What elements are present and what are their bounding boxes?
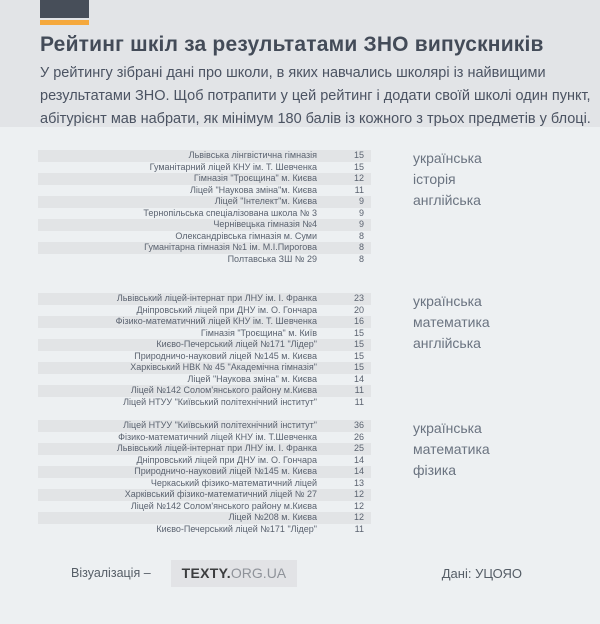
school-name: Ліцей НТУУ "Київський політехнічний інститут" xyxy=(123,420,317,430)
school-score-count: 13 xyxy=(353,477,364,488)
school-score-count: 11 xyxy=(354,396,364,407)
list-item xyxy=(38,150,371,162)
school-score-count: 12 xyxy=(353,489,364,499)
list-item xyxy=(38,501,371,513)
school-name: Гімназія "Троєщина" м. Києва xyxy=(193,173,317,183)
school-score-count: 23 xyxy=(353,293,364,303)
list-item xyxy=(38,231,371,243)
school-score-count: 9 xyxy=(358,207,364,218)
footer xyxy=(0,560,600,586)
school-name: Ліцей "Наукова зміна" м. Києва xyxy=(187,373,317,384)
description xyxy=(40,62,591,131)
school-score-count: 14 xyxy=(353,454,364,465)
school-name: Гуманітарна гімназія №1 ім. М.І.Пирогова xyxy=(144,242,317,252)
school-name: Києво-Печерський ліцей №171 "Лідер" xyxy=(156,339,317,349)
header xyxy=(0,0,600,127)
school-name: Ліцей "Наукова зміна"м. Києва xyxy=(189,184,317,195)
school-name: Києво-Печерський ліцей №171 "Лідер" xyxy=(156,523,317,534)
school-score-count: 8 xyxy=(358,242,364,252)
ranking-group xyxy=(0,150,600,265)
school-name: Харківський НВК № 45 "Академічна гімназія" xyxy=(130,362,317,372)
list-item xyxy=(38,374,371,386)
list-item xyxy=(38,466,371,478)
school-name: Ліцей №142 Солом'янського району м.Києва xyxy=(130,500,317,511)
list-item xyxy=(38,254,371,266)
school-list xyxy=(38,420,371,535)
list-item xyxy=(38,185,371,197)
school-score-count: 9 xyxy=(358,219,364,229)
list-item xyxy=(38,489,371,501)
school-score-count: 12 xyxy=(353,512,364,522)
school-name: Харківський фізико-математичний ліцей № 27 xyxy=(124,489,317,499)
list-item xyxy=(38,478,371,490)
subject-line: математика xyxy=(413,314,490,330)
list-item xyxy=(38,420,371,432)
school-name: Львівський ліцей-інтернат при ЛНУ ім. І. Франка xyxy=(116,443,317,453)
brand-name-bold: TEXTY. xyxy=(181,564,231,581)
ranking-group xyxy=(0,293,600,408)
school-score-count: 9 xyxy=(358,196,364,206)
list-item xyxy=(38,219,371,231)
list-item xyxy=(38,524,371,536)
list-item xyxy=(38,242,371,254)
list-item xyxy=(38,196,371,208)
description-line: У рейтингу зібрані дані про школи, в яких навчались школярі із найвищими xyxy=(40,65,546,81)
list-item xyxy=(38,455,371,467)
school-name: Ліцей НТУУ "Київський політехнічний інститут" xyxy=(123,396,317,407)
school-name: Ліцей "Інтелект"м. Києва xyxy=(214,196,317,206)
school-score-count: 26 xyxy=(353,431,364,442)
logo-square-icon xyxy=(40,0,89,18)
school-name: Природничо-науковий ліцей №145 м. Києва xyxy=(134,350,317,361)
list-item xyxy=(38,397,371,409)
subject-line: українська xyxy=(413,293,482,309)
school-name: Фізико-математичний ліцей КНУ ім. Т. Шевченка xyxy=(115,316,317,326)
school-score-count: 15 xyxy=(353,339,364,349)
list-item xyxy=(38,443,371,455)
credit-label: Візуалізація – xyxy=(71,566,151,580)
school-list xyxy=(38,293,371,408)
list-item xyxy=(38,316,371,328)
subjects-label xyxy=(413,418,490,481)
list-item xyxy=(38,512,371,524)
list-item xyxy=(38,339,371,351)
brand-name-rest: ORG.UA xyxy=(230,564,287,581)
ranking-group xyxy=(0,420,600,535)
list-item xyxy=(38,305,371,317)
school-name: Дніпровський ліцей при ДНУ ім. О. Гончара xyxy=(136,304,317,315)
subject-line: українська xyxy=(413,150,482,166)
list-item xyxy=(38,432,371,444)
school-name: Ліцей №142 Солом'янського району м.Києва xyxy=(130,385,317,395)
school-score-count: 15 xyxy=(353,362,364,372)
subject-line: українська xyxy=(413,420,482,436)
school-name: Львівський ліцей-інтернат при ЛНУ ім. І. Франка xyxy=(116,293,317,303)
school-name: Олександрівська гімназія м. Суми xyxy=(175,230,317,241)
texty-brand-badge[interactable] xyxy=(171,560,298,587)
school-name: Полтавська ЗШ № 29 xyxy=(227,253,317,264)
subjects-label xyxy=(413,148,482,211)
school-score-count: 25 xyxy=(353,443,364,453)
description-line: абітурієнт мав набрати, як мінімум 180 балів із кожного з трьох предметів у блоці. xyxy=(40,111,591,127)
school-score-count: 20 xyxy=(353,304,364,315)
list-item xyxy=(38,351,371,363)
subject-line: математика xyxy=(413,441,490,457)
logo-orange-stripe-icon xyxy=(40,20,89,25)
list-item xyxy=(38,328,371,340)
school-score-count: 15 xyxy=(353,161,364,172)
page-title: Рейтинг шкіл за результатами ЗНО випускників xyxy=(40,33,544,56)
school-score-count: 15 xyxy=(353,150,364,160)
school-name: Черкаський фізико-математичний ліцей xyxy=(150,477,317,488)
school-score-count: 12 xyxy=(353,173,364,183)
school-score-count: 36 xyxy=(353,420,364,430)
school-name: Фізико-математичний ліцей КНУ ім. Т.Шевченка xyxy=(118,431,317,442)
texty-logo-icon xyxy=(40,0,89,25)
school-score-count: 12 xyxy=(353,500,364,511)
school-score-count: 8 xyxy=(358,253,364,264)
school-name: Дніпровський ліцей при ДНУ ім. О. Гончара xyxy=(136,454,317,465)
school-score-count: 11 xyxy=(354,385,364,395)
school-score-count: 11 xyxy=(354,523,364,534)
school-name: Гуманітарний ліцей КНУ ім. Т. Шевченка xyxy=(149,161,317,172)
subject-line: історія xyxy=(413,171,456,187)
school-score-count: 15 xyxy=(353,350,364,361)
school-name: Чернівецька гімназія №4 xyxy=(213,219,317,229)
description-line: результатами ЗНО. Щоб потрапити у цей рейтинг і додати своїй школі один пункт, xyxy=(40,88,591,104)
subject-line: англійська xyxy=(413,335,481,351)
list-item xyxy=(38,208,371,220)
school-score-count: 8 xyxy=(358,230,364,241)
school-name: Гімназія "Троєщина" м. Київ xyxy=(200,327,317,338)
list-item xyxy=(38,385,371,397)
school-score-count: 11 xyxy=(354,184,364,195)
school-name: Ліцей №208 м. Києва xyxy=(228,512,317,522)
school-list xyxy=(38,150,371,265)
school-name: Природничо-науковий ліцей №145 м. Києва xyxy=(134,466,317,476)
subjects-label xyxy=(413,291,490,354)
school-score-count: 14 xyxy=(353,466,364,476)
list-item xyxy=(38,362,371,374)
school-score-count: 16 xyxy=(353,316,364,326)
list-item xyxy=(38,162,371,174)
list-item xyxy=(38,293,371,305)
school-score-count: 15 xyxy=(353,327,364,338)
school-name: Тернопільська спеціалізована школа № 3 xyxy=(143,207,317,218)
subject-line: фізика xyxy=(413,462,457,478)
subject-line: англійська xyxy=(413,192,481,208)
school-score-count: 14 xyxy=(353,373,364,384)
ranking-groups xyxy=(0,127,600,535)
school-name: Львівська лінгвістична гімназія xyxy=(188,150,317,160)
data-source-label: Дані: УЦОЯО xyxy=(441,565,522,581)
list-item xyxy=(38,173,371,185)
